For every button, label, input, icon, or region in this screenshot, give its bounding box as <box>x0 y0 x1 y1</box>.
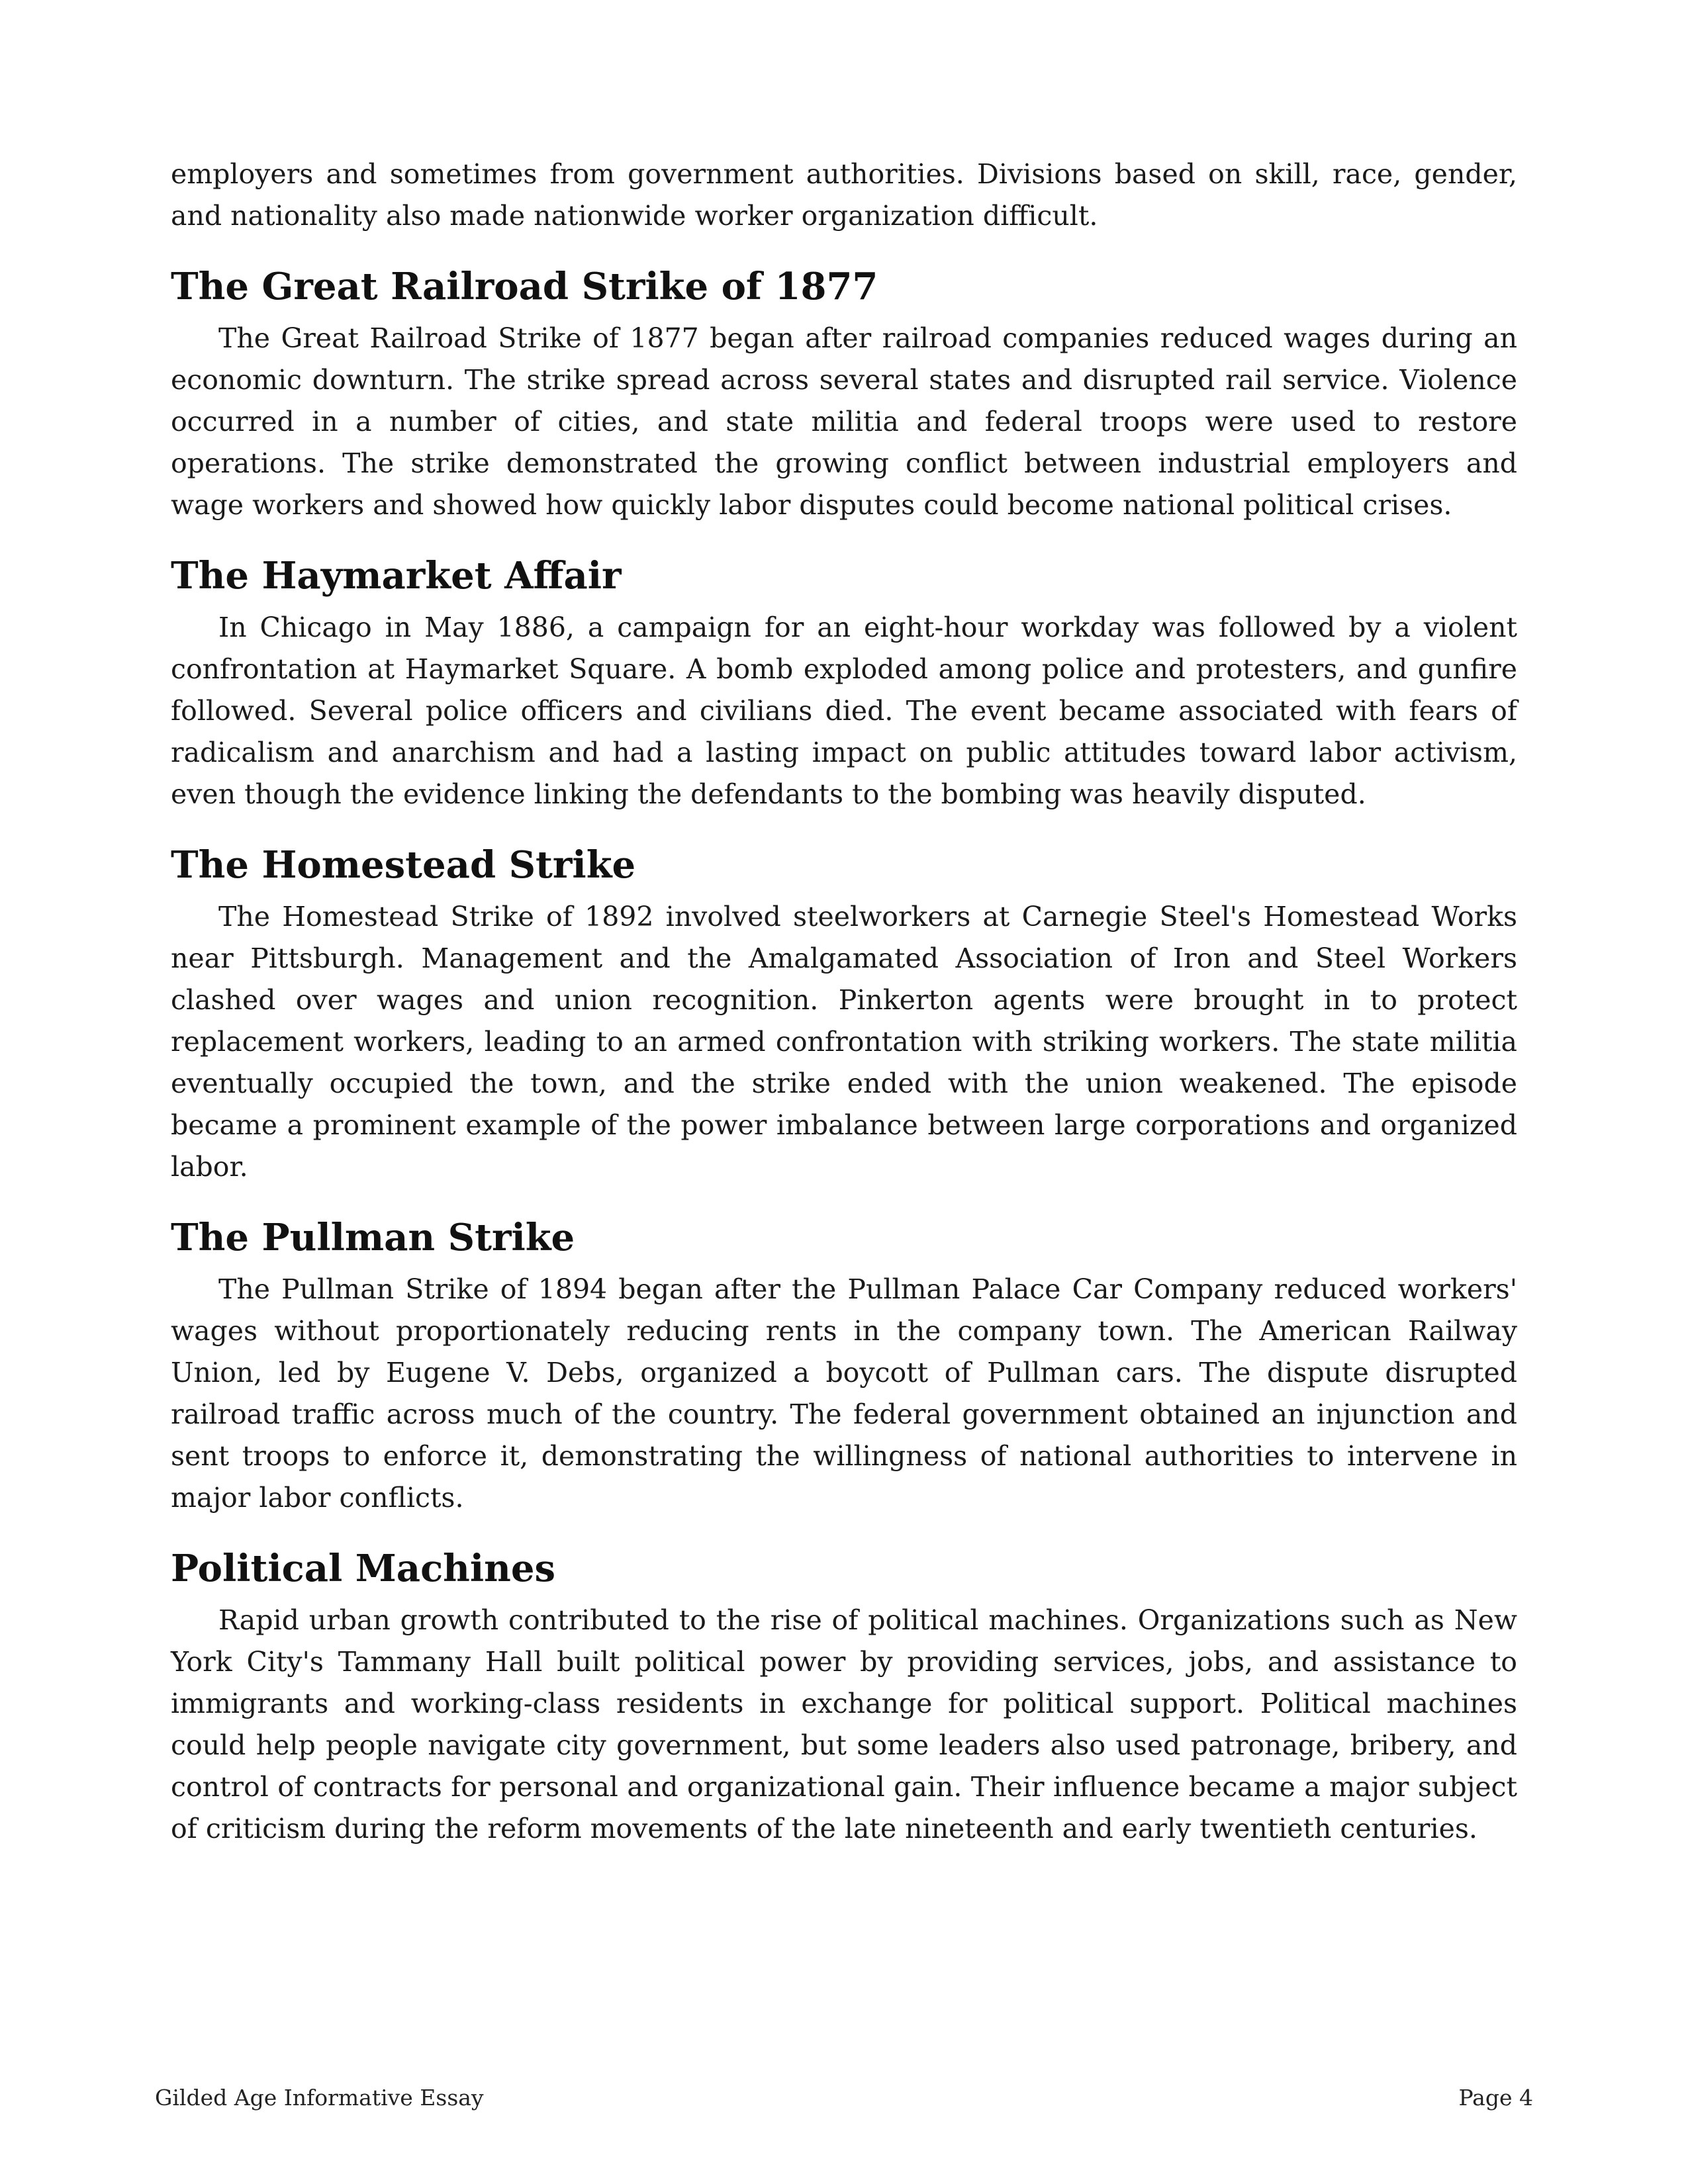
intro-paragraph: employers and sometimes from government authorities. Divisions based on skill, race, gender, and nationality also made nationwide worker organization difficult. <box>171 158 1517 232</box>
section-paragraph: The Pullman Strike of 1894 began after the Pullman Palace Car Company reduced workers' wages without proportionately reducing rents in the company town. The American Railway Union, led by Eugene V. Debs, organized a boycott of Pullman cars. The dispute disrupted railroad traffic across much of the country. The federal government obtained an injunction and sent troops to enforce it, demonstrating the willingness of national authorities to intervene in major labor conflicts. <box>171 1273 1517 1514</box>
section-pullman-strike <box>171 1214 1517 1519</box>
section-paragraph: In Chicago in May 1886, a campaign for an eight-hour workday was followed by a violent confrontation at Haymarket Square. A bomb exploded among police and protesters, and gunfire followed. Several police officers and civilians died. The event became associated with fears of radicalism and anarchism and had a lasting impact on public attitudes toward labor activism, even though the evidence linking the defendants to the bombing was heavily disputed. <box>171 612 1517 810</box>
footer-document-title: Gilded Age Informative Essay <box>155 2085 484 2111</box>
section-paragraph: The Great Railroad Strike of 1877 began after railroad companies reduced wages during an economic downturn. The strike spread across several states and disrupted rail service. Violence occurred in a number of cities, and state militia and federal troops were used to restore operations. The strike demonstrated the growing conflict between industrial employers and wage workers and showed how quickly labor disputes could become national political crises. <box>171 322 1517 521</box>
section-political-machines <box>171 1545 1517 1850</box>
document-page <box>171 154 1517 1850</box>
footer-page-number: Page 4 <box>1458 2085 1533 2111</box>
section-great-railroad-strike <box>171 263 1517 526</box>
section-haymarket-affair <box>171 553 1517 815</box>
section-heading: The Pullman Strike <box>171 1216 575 1259</box>
section-heading: The Haymarket Affair <box>171 554 622 598</box>
section-paragraph: The Homestead Strike of 1892 involved steelworkers at Carnegie Steel's Homestead Works near Pittsburgh. Management and the Amalgamated Association of Iron and Steel Workers clashed over wages and union recognition. Pinkerton agents were brought in to protect replacement workers, leading to an armed confrontation with striking workers. The state militia eventually occupied the town, and the strike ended with the union weakened. The episode became a prominent example of the power imbalance between large corporations and organized labor. <box>171 901 1517 1183</box>
section-homestead-strike <box>171 842 1517 1188</box>
section-paragraph: Rapid urban growth contributed to the rise of political machines. Organizations such as New York City's Tammany Hall built political power by providing services, jobs, and assistance to immigrants and working-class residents in exchange for political support. Political machines could help people navigate city government, but some leaders also used patronage, bribery, and control of contracts for personal and organizational gain. Their influence became a major subject of criticism during the reform movements of the late nineteenth and early twentieth centuries. <box>171 1604 1517 1844</box>
section-heading: The Great Railroad Strike of 1877 <box>171 265 878 308</box>
section-heading: The Homestead Strike <box>171 843 636 887</box>
section-heading: Political Machines <box>171 1547 556 1590</box>
